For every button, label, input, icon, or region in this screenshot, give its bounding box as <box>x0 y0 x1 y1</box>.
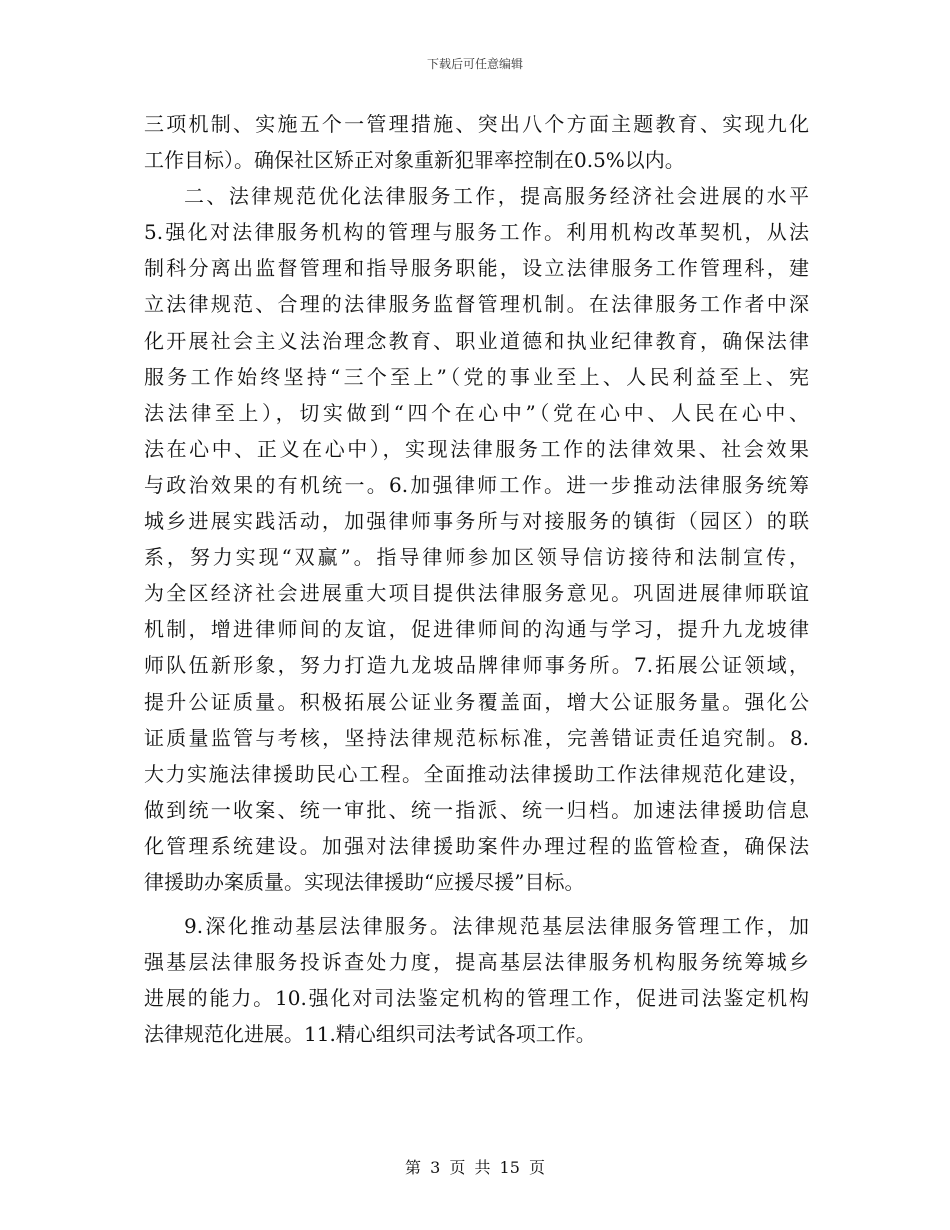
text-line: 律援助办案质量。实现法律援助“应援尽援”目标。 <box>144 869 585 894</box>
document-body <box>144 106 809 1052</box>
text-line: 化管理系统建设。加强对法律援助案件办理过程的监管检查，确保法 <box>144 833 809 858</box>
text-line: 三项机制、实施五个一管理措施、突出八个方面主题教育、实现九化 <box>144 112 809 136</box>
text-line: 做到统一收案、统一审批、统一指派、统一归档。加速法律援助信息 <box>144 797 809 822</box>
text-line: 机制，增进律师间的友谊，促进律师间的沟通与学习，提升九龙坡律 <box>144 617 809 642</box>
text-line: 服务工作始终坚持“三个至上”（党的事业至上、人民利益至上、宪 <box>144 364 809 389</box>
text-line: 师队伍新形象，努力打造九龙坡品牌律师事务所。7.拓展公证领域， <box>144 653 809 678</box>
text-line: 工作目标）。确保社区矫正对象重新犯罪率控制在0.5%以内。 <box>144 148 685 173</box>
text-line: 化开展社会主义法治理念教育、职业道德和执业纪律教育，确保法律 <box>144 328 809 353</box>
page-header-note: 下载后可任意编辑 <box>426 57 523 71</box>
text-line: 法在心中、正义在心中），实现法律服务工作的法律效果、社会效果 <box>144 436 809 461</box>
text-line: 5.强化对法律服务机构的管理与服务工作。利用机构改革契机，从法 <box>144 220 809 245</box>
section-heading: 二、法律规范优化法律服务工作，提高服务经济社会进展的水平 <box>184 184 809 209</box>
text-line: 法律规范化进展。11.精心组织司法考试各项工作。 <box>144 1022 596 1047</box>
text-line: 大力实施法律援助民心工程。全面推动法律援助工作法律规范化建设， <box>144 761 809 786</box>
text-line: 9.深化推动基层法律服务。法律规范基层法律服务管理工作，加 <box>184 914 809 939</box>
page-number: 第 3 页 共 15 页 <box>405 1158 545 1177</box>
text-line: 进展的能力。10.强化对司法鉴定机构的管理工作，促进司法鉴定机构 <box>144 986 809 1011</box>
text-line: 系，努力实现“双赢”。指导律师参加区领导信访接待和法制宣传， <box>144 545 809 570</box>
text-line: 为全区经济社会进展重大项目提供法律服务意见。巩固进展律师联谊 <box>144 581 809 606</box>
text-line: 与政治效果的有机统一。6.加强律师工作。进一步推动法律服务统筹 <box>144 472 809 497</box>
text-line: 强基层法律服务投诉查处力度，提高基层法律服务机构服务统筹城乡 <box>144 950 809 975</box>
text-line: 制科分离出监督管理和指导服务职能，设立法律服务工作管理科，建 <box>144 256 809 281</box>
text-line: 提升公证质量。积极拓展公证业务覆盖面，增大公证服务量。强化公 <box>144 689 809 714</box>
text-line: 城乡进展实践活动，加强律师事务所与对接服务的镇街（园区）的联 <box>144 509 809 534</box>
text-line: 法法律至上），切实做到“四个在心中”（党在心中、人民在心中、 <box>144 400 809 425</box>
text-line: 立法律规范、合理的法律服务监督管理机制。在法律服务工作者中深 <box>144 292 809 317</box>
text-line: 证质量监管与考核，坚持法律规范标标准，完善错证责任追究制。8. <box>144 725 809 750</box>
